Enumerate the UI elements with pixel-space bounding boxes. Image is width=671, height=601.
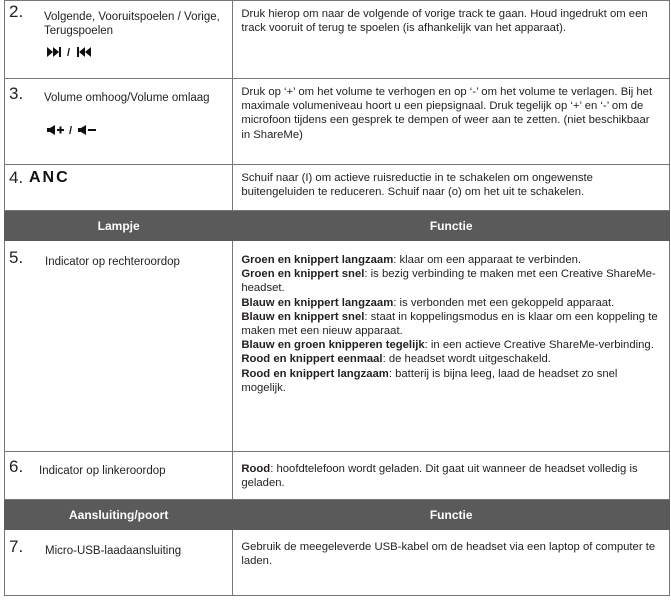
table-header <box>5 211 670 241</box>
port-cell <box>5 530 233 596</box>
status-item: Rood en knippert langzaam: batterij is bijna leeg, laad de headset zo snel mogelijk. <box>241 367 618 394</box>
header-functie: Functie <box>233 500 670 530</box>
controls-table <box>4 0 670 596</box>
volume-up-down-icon <box>47 125 105 135</box>
status-item: Blauw en groen knipperen tegelijk: in een actieve Creative ShareMe-verbinding. <box>241 339 654 352</box>
item-number: 7. <box>9 537 24 556</box>
control-description: Druk op ‘+’ om het volume te verhogen en op ‘-’ om het volume te verlagen. Bij het maximale volumeniveau hoort u een piepsignaal. Druk tegelijk op ‘+’ en ‘-’ om de microfoon tijdens een gesprek te dempen of weer aan te zetten. (niet beschikbaar in ShareMe) <box>233 79 670 165</box>
indicator-label: Indicator op linkeroordop <box>39 465 166 477</box>
indicator-label: Indicator op rechteroordop <box>45 256 180 268</box>
table-row <box>5 165 670 211</box>
svg-text:/: / <box>69 125 73 136</box>
status-item: Blauw en knippert langzaam: is verbonden met een gekoppeld apparaat. <box>241 296 615 309</box>
item-number: 3. <box>9 84 24 103</box>
header-lampje: Lampje <box>5 211 233 241</box>
status-item: Groen en knippert langzaam: klaar om een apparaat te verbinden. <box>241 254 582 266</box>
status-item: Groen en knippert snel: is bezig verbinding te maken met een Creative ShareMe-headset. <box>241 268 656 295</box>
table-header <box>5 500 670 530</box>
control-label: Volgende, Vooruitspoelen / Vorige, Terugspoelen <box>44 11 220 37</box>
indicator-description <box>233 241 670 452</box>
table-row <box>5 241 670 452</box>
table-row <box>5 1 670 79</box>
table-row <box>5 79 670 165</box>
indicator-cell <box>5 452 233 500</box>
svg-text:/: / <box>67 47 71 58</box>
header-aansluiting: Aansluiting/poort <box>5 500 233 530</box>
item-number: 2. <box>9 2 24 21</box>
control-description: Druk hierop om naar de volgende of vorige track te gaan. Houd ingedrukt om een track vooruit of terug te spoelen (is afhankelijk van het apparaat). <box>233 1 670 79</box>
table-row <box>5 530 670 596</box>
status-item: Rood en knippert eenmaal: de headset wordt uitgeschakeld. <box>241 353 551 366</box>
item-number: 4. <box>9 168 24 187</box>
indicator-cell <box>5 241 233 452</box>
control-cell <box>5 165 233 211</box>
indicator-description: Rood: hoofdtelefoon wordt geladen. Dit gaat uit wanneer de headset volledig is geladen. <box>233 452 670 500</box>
control-label: Volume omhoog/Volume omlaag <box>44 92 210 104</box>
next-previous-icon <box>47 47 95 57</box>
table-row <box>5 452 670 500</box>
item-number: 6. <box>9 457 24 476</box>
anc-label: ANC <box>29 169 70 186</box>
status-item: Blauw en knippert snel: staat in koppelingsmodus en is klaar om een koppeling te maken met een nieuw apparaat. <box>241 310 658 338</box>
port-description: Gebruik de meegeleverde USB-kabel om de headset via een laptop of computer te laden. <box>233 530 670 596</box>
header-functie: Functie <box>233 211 670 241</box>
next-previous-icons <box>47 46 95 58</box>
control-cell <box>5 1 233 79</box>
control-cell <box>5 79 233 165</box>
item-number: 5. <box>9 248 24 267</box>
control-description: Schuif naar (I) om actieve ruisreductie in te schakelen om ongewenste buitengeluiden te reduceren. Schuif naar (o) om het uit te schakelen. <box>233 165 670 211</box>
volume-icons <box>47 124 105 136</box>
port-label: Micro-USB-laadaansluiting <box>45 545 182 557</box>
